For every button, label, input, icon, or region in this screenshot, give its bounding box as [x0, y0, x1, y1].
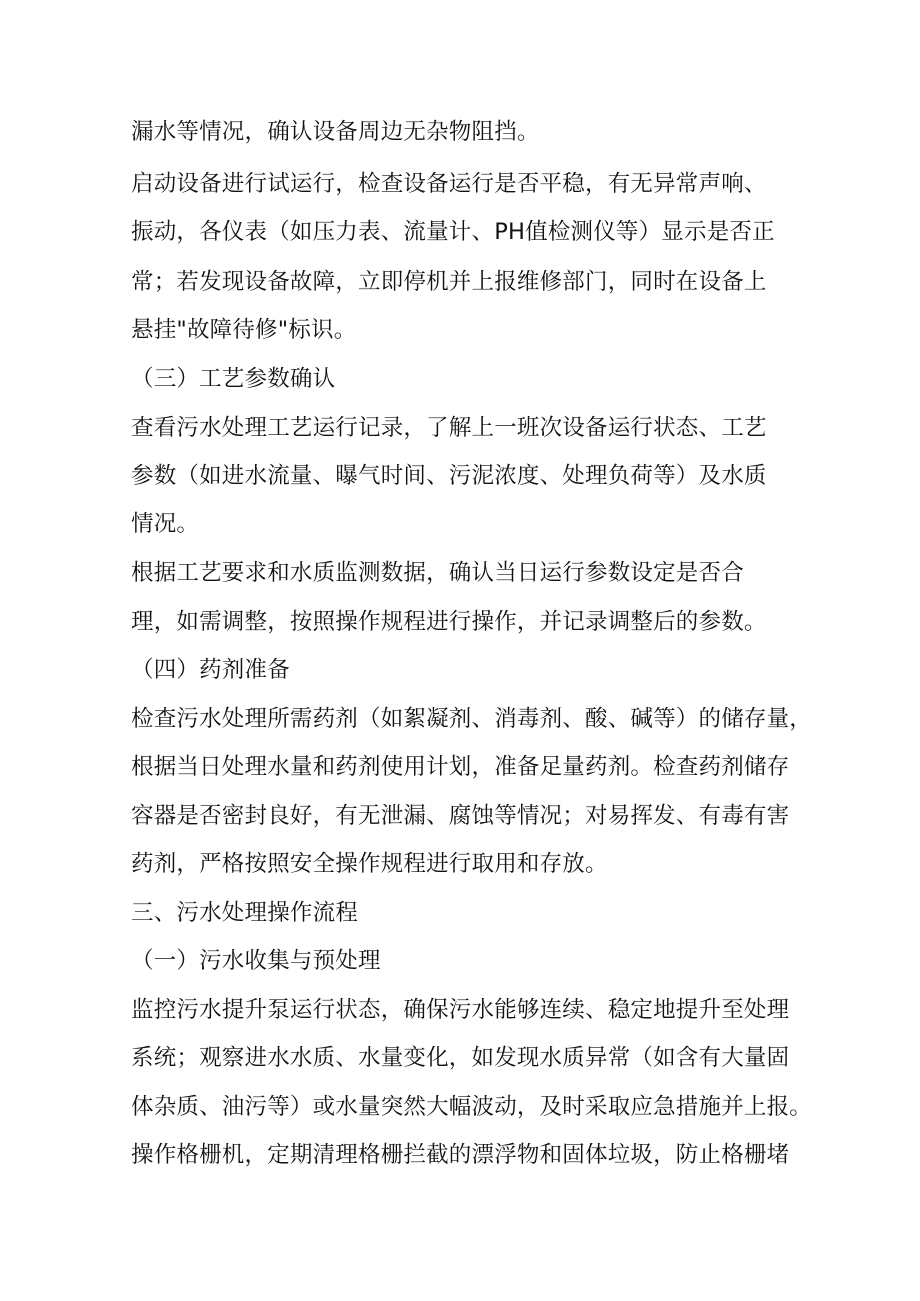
text-line: 启动设备进行试运行，检查设备运行是否平稳，有无异常声响、	[131, 171, 767, 197]
text-line: 检查污水处理所需药剂（如絮凝剂、消毒剂、酸、碱等）的储存量，	[131, 706, 813, 732]
text-line: 根据工艺要求和水质监测数据，确认当日运行参数设定是否合	[131, 560, 744, 586]
section-heading: （三）工艺参数确认	[131, 366, 336, 392]
text-line: 系统；观察进水水质、水量变化，如发现水质异常（如含有大量固	[131, 1045, 790, 1071]
text-line: 监控污水提升泵运行状态，确保污水能够连续、稳定地提升至处理	[131, 997, 790, 1023]
text-line: 理，如需调整，按照操作规程进行操作，并记录调整后的参数。	[131, 609, 767, 635]
text-line: 悬挂"故障待修"标识。	[131, 317, 357, 343]
section-heading: （一）污水收集与预处理	[131, 948, 381, 974]
text-line: 根据当日处理水量和药剂使用计划，准备足量药剂。检查药剂储存	[131, 754, 790, 780]
section-heading: （四）药剂准备	[131, 657, 290, 683]
text-line: 常；若发现设备故障，立即停机并上报维修部门，同时在设备上	[131, 269, 767, 295]
text-line: 漏水等情况，确认设备周边无杂物阻挡。	[131, 119, 540, 145]
text-line: 体杂质、油污等）或水量突然大幅波动，及时采取应急措施并上报。	[131, 1094, 813, 1120]
text-line: 容器是否密封良好，有无泄漏、腐蚀等情况；对易挥发、有毒有害	[131, 803, 790, 829]
text-line: 操作格栅机，定期清理格栅拦截的漂浮物和固体垃圾，防止格栅堵	[131, 1142, 790, 1168]
text-line: 药剂，严格按照安全操作规程进行取用和存放。	[131, 851, 608, 877]
text-line: 参数（如进水流量、曝气时间、污泥浓度、处理负荷等）及水质	[131, 463, 767, 489]
text-line: 查看污水处理工艺运行记录，了解上一班次设备运行状态、工艺	[131, 415, 767, 441]
text-line: 情况。	[131, 511, 200, 537]
chapter-heading: 三、污水处理操作流程	[131, 900, 359, 926]
text-line: 振动，各仪表（如压力表、流量计、PH值检测仪等）显示是否正	[131, 219, 775, 245]
